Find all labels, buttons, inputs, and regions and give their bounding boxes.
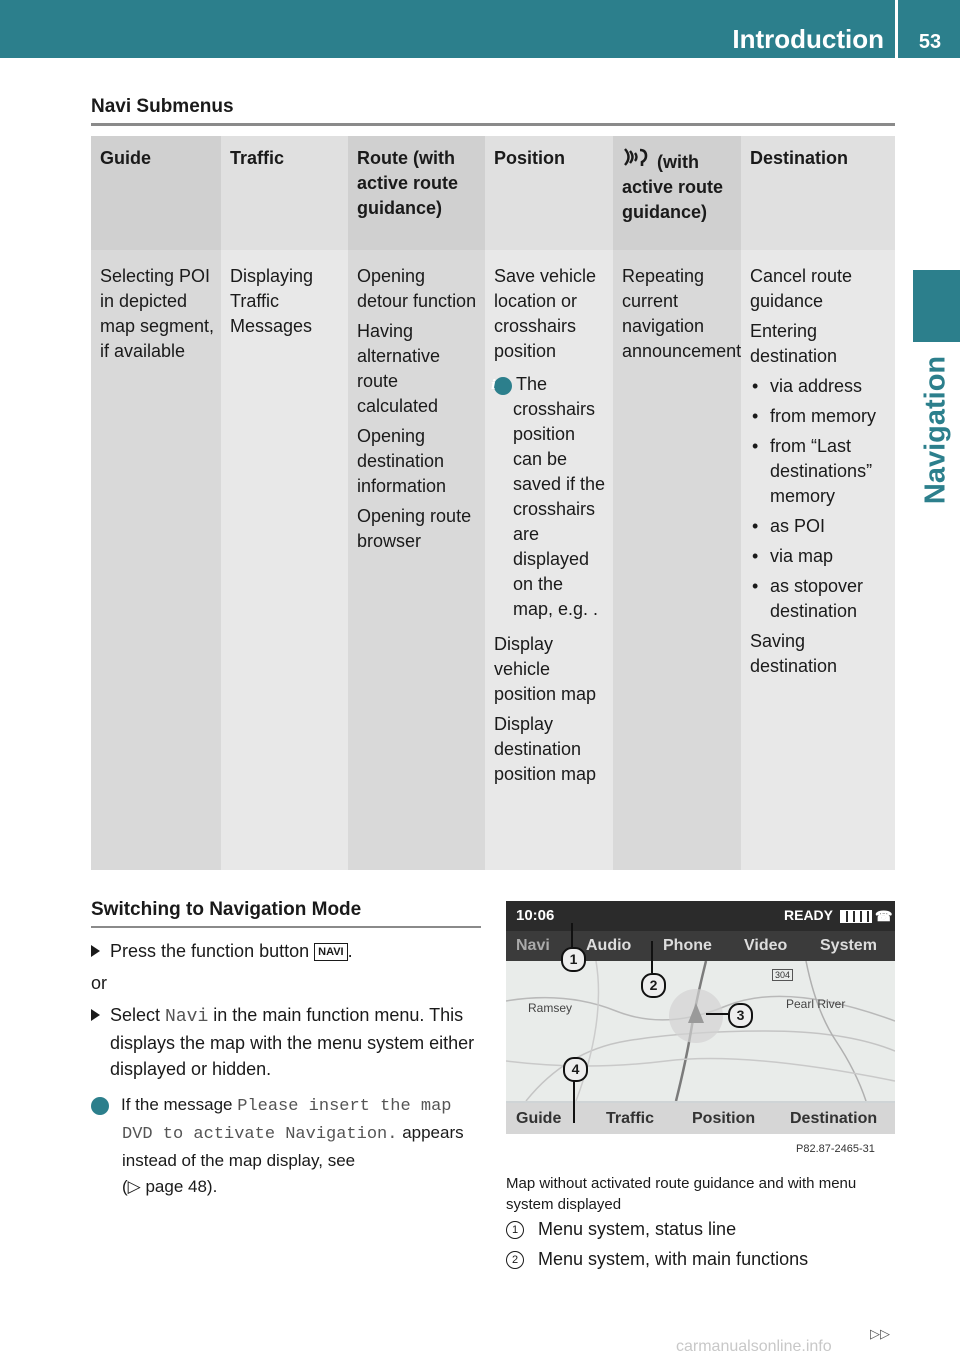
legend-number: 2 bbox=[506, 1251, 524, 1269]
dvd-info-note bbox=[82, 1092, 481, 1200]
destination-bullet: • from memory bbox=[750, 404, 889, 429]
step2-text: Select bbox=[110, 1005, 161, 1025]
destination-bullet: • via map bbox=[750, 544, 889, 569]
callout-1: 1 bbox=[561, 947, 586, 972]
info-icon: i bbox=[494, 377, 512, 395]
table-row bbox=[91, 250, 895, 870]
status-time: 10:06 bbox=[516, 907, 555, 924]
cell-traffic bbox=[221, 250, 348, 870]
callout-4: 4 bbox=[563, 1057, 588, 1082]
legend-number: 1 bbox=[506, 1221, 524, 1239]
callout-3: 3 bbox=[728, 1003, 753, 1028]
page-ref-link[interactable]: (▷ page 48). bbox=[122, 1177, 218, 1196]
menu-item-system[interactable]: System bbox=[820, 937, 877, 954]
submenu-position[interactable]: Position bbox=[692, 1110, 756, 1127]
watermark: carmanualsonline.info bbox=[676, 1338, 832, 1355]
table-header-row bbox=[91, 136, 895, 250]
info-text-a: If the message bbox=[121, 1095, 233, 1114]
submenu-destination[interactable]: Destination bbox=[790, 1110, 878, 1127]
info-text-b: appears instead of the map display, see bbox=[122, 1123, 464, 1170]
cell-guide bbox=[91, 250, 221, 870]
step2-rest: in the main function menu. This displays the map with the menu system either displayed or hidden. bbox=[110, 1005, 475, 1079]
navi-key-icon: NAVI bbox=[314, 943, 347, 961]
header-traffic: Traffic bbox=[221, 136, 348, 250]
map-place-pearl-river: Pearl River bbox=[786, 997, 846, 1011]
menu-item-video[interactable]: Video bbox=[744, 937, 788, 954]
title-rule bbox=[91, 123, 895, 126]
route-item: Opening destination information bbox=[357, 426, 447, 496]
info-icon: i bbox=[91, 1097, 109, 1115]
phone-icon: ☎ bbox=[875, 908, 893, 924]
switching-title: Switching to Navigation Mode bbox=[91, 899, 362, 920]
position-item: Save vehicle location or crosshairs position bbox=[494, 266, 597, 361]
cell-position bbox=[485, 250, 613, 870]
header-destination: Destination bbox=[741, 136, 895, 250]
speaker-icon bbox=[622, 146, 652, 175]
menu-item-phone[interactable]: Phone bbox=[663, 937, 712, 954]
step-press-navi bbox=[91, 938, 481, 964]
legend-item bbox=[506, 1217, 896, 1241]
destination-bullet: • via address bbox=[750, 374, 889, 399]
header-divider bbox=[895, 0, 898, 58]
header-announcement bbox=[613, 136, 741, 250]
submenu-traffic[interactable]: Traffic bbox=[606, 1110, 655, 1127]
menu-item-navi[interactable]: Navi bbox=[516, 937, 550, 954]
step1-end: . bbox=[347, 941, 353, 961]
step-arrow-icon bbox=[91, 945, 100, 957]
road-shield: 304 bbox=[772, 969, 793, 981]
destination-item: Saving destination bbox=[750, 631, 838, 676]
menu-item-audio[interactable]: Audio bbox=[586, 937, 632, 954]
submenus-title: Navi Submenus bbox=[91, 96, 234, 117]
or-text: or bbox=[91, 973, 108, 993]
info-code: Please insert the map DVD to activate Navigation. bbox=[122, 1097, 452, 1144]
chapter-title: Introduction bbox=[732, 24, 884, 54]
destination-bullet: • as stopover destination bbox=[750, 574, 889, 624]
route-item: Having alternative route calculated bbox=[357, 321, 441, 416]
page-number: 53 bbox=[918, 31, 942, 53]
destination-item: Entering destination bbox=[750, 321, 838, 366]
destination-item: Cancel route guidance bbox=[750, 266, 853, 311]
figure-code: P82.87-2465-31 bbox=[796, 1143, 875, 1155]
callout-lines bbox=[506, 901, 895, 1134]
guide-item: Selecting POI in depicted map segment, if available bbox=[100, 266, 215, 361]
route-item: Opening route browser bbox=[357, 506, 472, 551]
traffic-item: Displaying Traffic Messages bbox=[230, 266, 314, 336]
side-tab-label: Navigation bbox=[919, 355, 952, 505]
map-place-ramsey: Ramsey bbox=[528, 1001, 573, 1015]
position-info-note bbox=[491, 372, 607, 622]
legend-text: Menu system, with main functions bbox=[538, 1249, 809, 1269]
callout-2: 2 bbox=[641, 973, 666, 998]
legend-item bbox=[506, 1247, 896, 1271]
header-route: Route (with active route guidance) bbox=[348, 136, 485, 250]
step1-text: Press the function button bbox=[110, 941, 310, 961]
route-item: Opening detour function bbox=[357, 266, 477, 311]
step-arrow-icon bbox=[91, 1009, 100, 1021]
step-select-navi bbox=[91, 1002, 481, 1082]
cell-announcement bbox=[613, 250, 741, 870]
position-item: Display vehicle position map bbox=[494, 634, 597, 704]
figure-caption: Map without activated route guidance and with menu system displayed bbox=[506, 1175, 857, 1213]
destination-bullet: • from “Last destinations” memory bbox=[750, 434, 889, 509]
speaker-icon-svg bbox=[622, 146, 652, 168]
header-guide: Guide bbox=[91, 136, 221, 250]
continue-marker: ▷▷ bbox=[870, 1326, 890, 1341]
cell-route bbox=[348, 250, 485, 870]
status-ready: READY bbox=[784, 907, 834, 923]
cell-destination bbox=[741, 250, 895, 870]
position-info-text: The crosshairs position can be saved if the crosshairs are displayed on the map, e.g. . bbox=[513, 374, 606, 619]
header-bar bbox=[0, 0, 960, 58]
header-announcement-text: (with active route guidance) bbox=[622, 152, 724, 222]
position-item: Display destination position map bbox=[494, 714, 597, 784]
submenu-guide[interactable]: Guide bbox=[516, 1110, 562, 1127]
header-position: Position bbox=[485, 136, 613, 250]
step2-code: Navi bbox=[165, 1007, 209, 1027]
destination-bullet: • as POI bbox=[750, 514, 889, 539]
side-tab bbox=[913, 270, 960, 342]
navigation-screenshot bbox=[506, 901, 895, 1134]
submenus-table bbox=[91, 136, 895, 870]
legend-text: Menu system, status line bbox=[538, 1219, 737, 1239]
announcement-item: Repeating current navigation announcement bbox=[622, 266, 742, 361]
switching-rule bbox=[91, 926, 481, 928]
